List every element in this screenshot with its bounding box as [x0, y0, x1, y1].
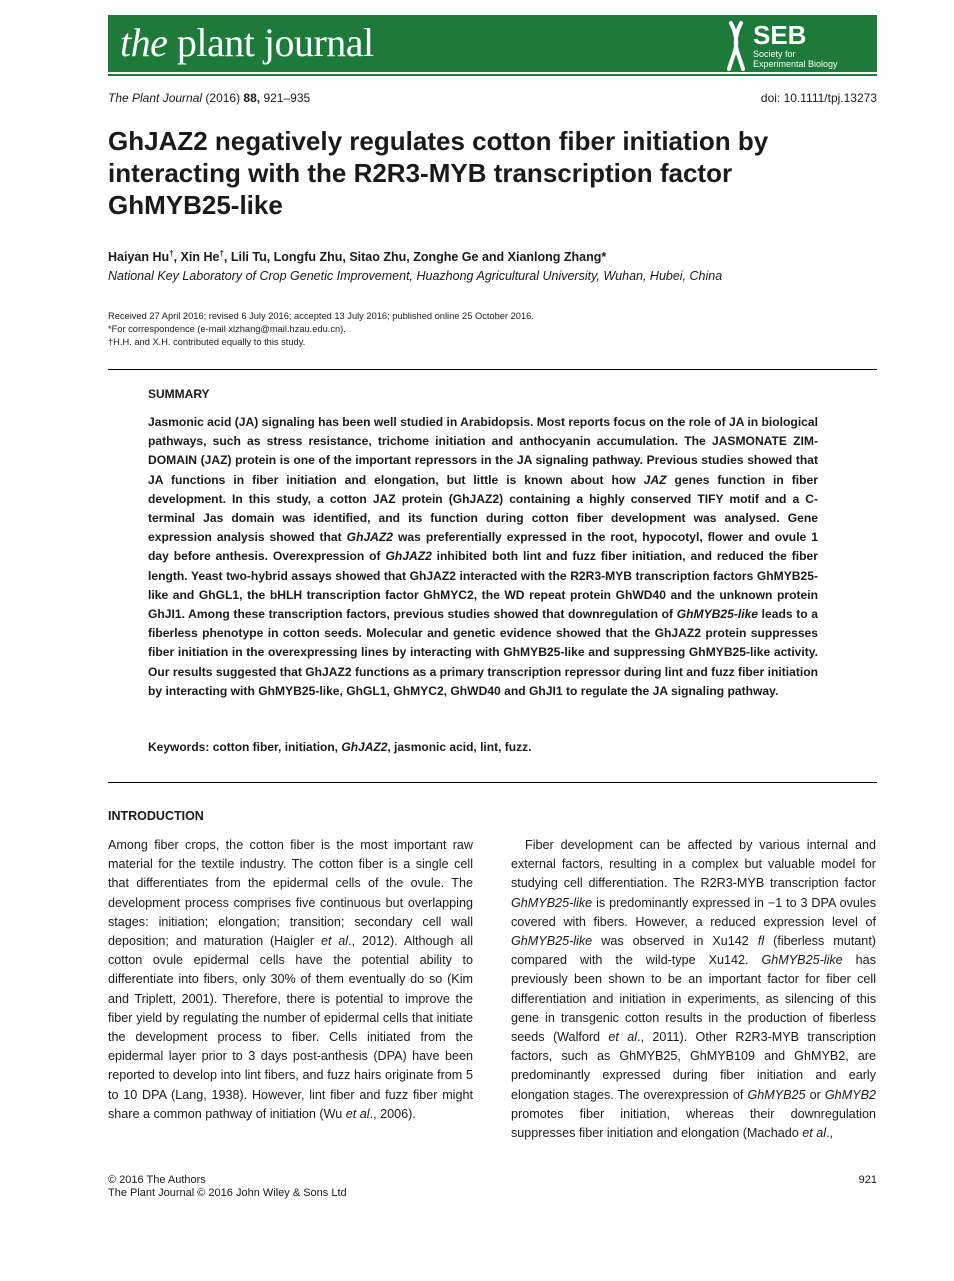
seb-subtitle-1: Society for	[753, 49, 796, 59]
summary-part: inhibited both lint and fuzz fiber initiation, and reduced the fiber length. Yeast two-hybrid assays showed that GhJAZ2 interacted with the R2R3-MYB transcription factors GhMYB25-like and GhGL1, the bHLH transcription factor GhMYC2, the WD repeat protein GhWD40 and the unknown protein GhJI1. Among these transcription factors, previous studies showed that downregulation of	[148, 549, 818, 622]
author-2: , Xin He	[173, 250, 220, 265]
summary-italic: GhMYB25-like	[676, 607, 759, 622]
text-italic: GhMYB25-like	[511, 895, 593, 910]
seb-logo	[725, 21, 865, 71]
journal-title-rest: plant journal	[167, 20, 374, 65]
summary-italic: GhJAZ2	[346, 530, 394, 545]
keywords	[148, 740, 531, 754]
text-run: Fiber development can be affected by various internal and external factors, resulting in a complex but valuable model for studying cell differentiation. The R2R3-MYB transcription factor	[511, 838, 876, 891]
text-italic: fl	[757, 934, 765, 949]
seb-subtitle-2: Experimental Biology	[753, 59, 838, 69]
citation	[108, 91, 310, 105]
journal-banner	[108, 15, 877, 72]
footer-copyright	[108, 1174, 347, 1200]
summary-italic: JAZ	[643, 472, 667, 487]
doi[interactable]: doi: 10.1111/tpj.13273	[760, 91, 877, 105]
citation-volume: 88,	[243, 91, 261, 105]
text-run: ., 2011). Other R2R3-MYB transcription factors, such as GhMYB25, GhMYB109 and GhMYB2, are predominantly expressed during fiber initiation and early elongation stages. The overexpression of	[511, 1030, 876, 1102]
text-italic: et al	[345, 1106, 370, 1121]
author-rest: , Lili Tu, Longfu Zhu, Sitao Zhu, Zonghe Ge and Xianlong Zhang*	[223, 250, 607, 265]
correspondence-line[interactable]: *For correspondence (e-mail xlzhang@mail.hzau.edu.cn).	[108, 324, 346, 334]
author-1: Haiyan Hu	[108, 250, 170, 265]
text-run: ., 2012). Although all cotton ovule epidermal cells have the potential ability to differentiate into fibers, only 30% of them eventually do so (Kim and Triplett, 2001). Therefore, there is potential to improve the fiber yield by regulating the number of epidermal cells that initiate the development process to fiber. Cells initiated from the epidermal layer prior to 3 days post-anthesis (DPA) have been reported to develop into lint fibers, and fuzz hairs originate from 5 to 10 DPA (Lang, 1938). However, lint fiber and fuzz fiber might share a common pathway of initiation (Wu	[108, 934, 474, 1121]
keywords-label: Keywords:	[148, 740, 210, 754]
journal-title-the: the	[120, 20, 168, 65]
page-number: 921	[858, 1174, 877, 1186]
keywords-italic: GhJAZ2	[341, 740, 388, 754]
dagger-mark: †	[219, 249, 224, 258]
text-italic: GhMYB2	[824, 1087, 876, 1102]
summary-text	[148, 413, 818, 701]
text-run: is predominantly expressed in −1 to 3 DPA ovules covered with fibers. However, a reduced expression level of	[511, 895, 876, 929]
introduction-heading: INTRODUCTION	[108, 809, 204, 823]
article-history	[108, 310, 534, 349]
text-run: promotes fiber initiation, whereas their downregulation suppresses fiber initiation and elongation (Machado	[511, 1106, 876, 1141]
chromosome-icon	[725, 21, 747, 71]
keywords-part: , jasmonic acid, lint, fuzz.	[387, 740, 532, 754]
summary-heading: SUMMARY	[148, 387, 210, 401]
text-run: (fiberless mutant) compared with the wild-type Xu142.	[511, 934, 877, 968]
summary-part: genes function in fiber development. In this study, a cotton JAZ protein (GhJAZ2) containing a highly conserved TIFY motif and a C-terminal Jas domain was identified, and its function during cotton fiber development was analysed. Gene expression analysis showed that	[148, 472, 818, 545]
keywords-part: cotton fiber, initiation,	[209, 740, 342, 754]
article-title: GhJAZ2 negatively regulates cotton fiber initiation by interacting with the R2R3-MYB transcription factor GhMYB25-like	[108, 126, 769, 220]
citation-year: (2016)	[202, 91, 244, 105]
journal-title	[120, 19, 374, 67]
copyright-line-1: © 2016 The Authors	[108, 1174, 206, 1186]
summary-italic: GhJAZ2	[385, 549, 432, 564]
text-run: has previously been shown to be an important factor for fiber cell differentiation and initiation in experiments, as silencing of this gene in transgenic cotton results in the production of fiberless seeds (Walford	[511, 953, 876, 1045]
text-italic: et al	[320, 934, 349, 949]
intro-column-right	[511, 836, 876, 1143]
text-run: was observed in Xu142	[592, 934, 758, 949]
divider-top	[108, 369, 877, 370]
text-italic: GhMYB25-like	[511, 934, 593, 949]
summary-part: leads to a fiberless phenotype in cotton seeds. Molecular and genetic evidence showed that the GhJAZ2 protein suppresses fiber initiation in the overexpressing lines by interacting with GhMYB25-like and suppressing GhMYB25-like activity. Our results suggested that GhJAZ2 functions as a primary transcription repressor during lint and fuzz fiber initiation by interacting with GhMYB25-like, GhGL1, GhMYC2, GhWD40 and GhJI1 to regulate the JA signaling pathway.	[148, 607, 818, 698]
summary-part: was preferentially expressed in the root, hypocotyl, flower and ovule 1 day before anthesis. Overexpression of	[148, 530, 818, 564]
text-run: .,	[826, 1126, 834, 1141]
intro-column-left	[108, 836, 473, 1124]
intro-paragraph-2	[511, 836, 876, 1143]
author-list	[108, 249, 606, 264]
text-run: ., 2006).	[369, 1106, 416, 1121]
text-italic: GhMYB25-like	[761, 953, 843, 968]
dagger-mark: †	[169, 249, 174, 258]
text-run: or	[805, 1087, 825, 1102]
banner-rule	[108, 74, 877, 76]
text-run: Among fiber crops, the cotton fiber is the most important raw material for the textile industry. The cotton fiber is a single cell that differentiates from the epidermal cells of the ovule. The development process comprises five continuous but overlapping stages: initiation; elongation; transition; secondary cell wall deposition; and maturation (Haigler	[108, 838, 473, 949]
text-italic: et al	[802, 1126, 827, 1141]
text-italic: et al	[608, 1030, 638, 1045]
divider-bottom	[108, 782, 877, 783]
citation-journal: The Plant Journal	[108, 91, 203, 105]
copyright-line-2: The Plant Journal © 2016 John Wiley & Sons Ltd	[108, 1187, 347, 1199]
summary-part: Jasmonic acid (JA) signaling has been well studied in Arabidopsis. Most reports focus on the role of JA in biological pathways, such as stress resistance, trichome initiation and anthocyanin accumulation. The JASMONATE ZIM-DOMAIN (JAZ) protein is one of the important repressors in the JA signaling pathway. Previous studies showed that JA functions in fiber initiation and elongation, but little is known about how	[148, 415, 818, 487]
affiliation: National Key Laboratory of Crop Genetic Improvement, Huazhong Agricultural University, Wuhan, Hubei, China	[108, 269, 723, 283]
equal-contribution-line: †H.H. and X.H. contributed equally to this study.	[108, 337, 306, 347]
received-line: Received 27 April 2016; revised 6 July 2016; accepted 13 July 2016; published online 25 October 2016.	[108, 311, 534, 321]
text-italic: GhMYB25	[747, 1087, 806, 1102]
citation-pages: 921–935	[260, 91, 311, 105]
seb-logo-text: SEB	[753, 20, 807, 50]
intro-paragraph-1	[108, 836, 473, 1124]
